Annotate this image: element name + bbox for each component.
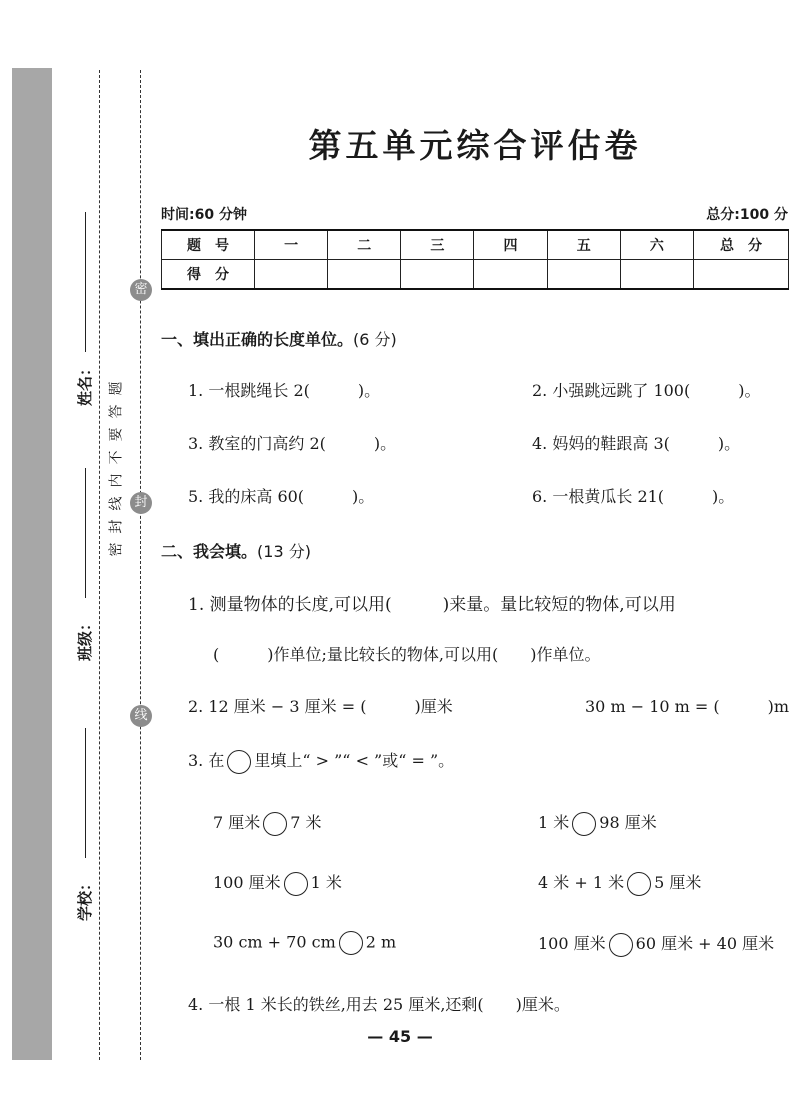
exam-time: 时间:60 分钟 — [161, 207, 247, 223]
compare-right: 1 米 — [310, 873, 342, 892]
compare-item — [538, 810, 657, 836]
question-3-prefix: 3. 在 — [188, 751, 225, 770]
page-title: 第五单元综合评估卷 — [308, 126, 642, 165]
compare-left: 7 厘米 — [213, 813, 261, 832]
compare-answer-circle[interactable] — [339, 931, 363, 955]
class-write-line — [85, 468, 86, 598]
compare-answer-circle[interactable] — [627, 872, 651, 896]
section2-points: (13 分) — [257, 542, 311, 561]
section1-heading — [161, 327, 397, 350]
cut-line-outer — [99, 70, 100, 1060]
no-answer-warning — [109, 380, 125, 558]
question-item: 4. 妈妈的鞋跟高 3( )。 — [532, 434, 741, 453]
school-label: 学校： — [76, 875, 95, 922]
warning-char: 密 — [108, 542, 125, 557]
compare-answer-circle[interactable] — [284, 872, 308, 896]
compare-right: 5 厘米 — [654, 873, 702, 892]
compare-left: 4 米 + 1 米 — [538, 873, 625, 892]
warning-char: 题 — [108, 381, 125, 396]
warning-char: 答 — [108, 404, 125, 419]
table-cell: 题 号 — [162, 230, 255, 260]
page-number: — 45 — — [367, 1027, 433, 1046]
question-2-right: 30 m − 10 m = ( )m — [585, 697, 790, 716]
compare-item — [213, 810, 322, 836]
question-item: 5. 我的床高 60( )。 — [188, 487, 375, 506]
score-input-cell[interactable] — [328, 260, 401, 290]
compare-answer-circle[interactable] — [609, 933, 633, 957]
warning-char: 要 — [108, 427, 125, 442]
question-3 — [188, 748, 454, 774]
table-cell: 四 — [474, 230, 547, 260]
cut-line-inner — [140, 70, 141, 1060]
score-input-cell[interactable] — [547, 260, 620, 290]
score-input-cell[interactable] — [401, 260, 474, 290]
question-3-suffix: 里填上“ > ”“ < ”或“ = ”。 — [254, 751, 455, 770]
question-item: 3. 教室的门高约 2( )。 — [188, 434, 397, 453]
table-cell: 三 — [401, 230, 474, 260]
score-input-cell[interactable] — [474, 260, 547, 290]
score-input-cell[interactable] — [620, 260, 693, 290]
table-cell: 二 — [328, 230, 401, 260]
compare-left: 1 米 — [538, 813, 570, 832]
compare-circle-icon — [227, 750, 251, 774]
compare-left: 100 厘米 — [538, 934, 606, 953]
warning-char: 线 — [108, 496, 125, 511]
compare-item — [213, 870, 342, 896]
question-item: 2. 小强跳远跳了 100( )。 — [532, 381, 761, 400]
score-input-cell[interactable] — [255, 260, 328, 290]
score-table — [161, 229, 789, 290]
table-cell: 五 — [547, 230, 620, 260]
compare-right: 60 厘米 + 40 厘米 — [635, 934, 775, 953]
compare-item — [538, 931, 774, 957]
question-1-line1: 1. 测量物体的长度,可以用( )来量。量比较短的物体,可以用 — [188, 595, 676, 615]
warning-char: 内 — [108, 473, 125, 488]
compare-right: 7 米 — [290, 813, 322, 832]
table-cell: 六 — [620, 230, 693, 260]
table-row — [162, 230, 789, 260]
name-write-line — [85, 212, 86, 352]
table-cell: 一 — [255, 230, 328, 260]
exam-total: 总分:100 分 — [706, 207, 788, 223]
question-item: 1. 一根跳绳长 2( )。 — [188, 381, 381, 400]
compare-item — [538, 870, 701, 896]
table-row — [162, 260, 789, 290]
compare-right: 2 m — [365, 932, 397, 952]
warning-char: 不 — [108, 450, 125, 465]
question-1-line2: ( )作单位;量比较长的物体,可以用( )作单位。 — [213, 645, 601, 664]
seal-mi: 密 — [130, 279, 152, 301]
section1-points: (6 分) — [353, 330, 397, 349]
compare-answer-circle[interactable] — [263, 812, 287, 836]
section2-title: 二、我会填。 — [161, 542, 258, 561]
table-cell: 得 分 — [162, 260, 255, 290]
class-label: 班级： — [76, 615, 95, 662]
compare-left: 100 厘米 — [213, 873, 281, 892]
seal-xian: 线 — [130, 705, 152, 727]
seal-feng: 封 — [130, 492, 152, 514]
binding-margin-band — [12, 68, 52, 1060]
section2-heading — [161, 539, 311, 562]
compare-answer-circle[interactable] — [572, 812, 596, 836]
table-cell: 总 分 — [694, 230, 789, 260]
school-write-line — [85, 728, 86, 858]
compare-item — [213, 931, 396, 955]
section1-title: 一、填出正确的长度单位。 — [161, 330, 354, 349]
question-4: 4. 一根 1 米长的铁丝,用去 25 厘米,还剩( )厘米。 — [188, 995, 570, 1014]
compare-left: 30 cm + 70 cm — [213, 932, 336, 952]
score-input-cell[interactable] — [694, 260, 789, 290]
name-label: 姓名： — [76, 360, 95, 407]
compare-right: 98 厘米 — [599, 813, 657, 832]
question-item: 6. 一根黄瓜长 21( )。 — [532, 487, 735, 506]
question-2-left: 2. 12 厘米 − 3 厘米 = ( )厘米 — [188, 697, 453, 716]
warning-char: 封 — [108, 519, 125, 534]
